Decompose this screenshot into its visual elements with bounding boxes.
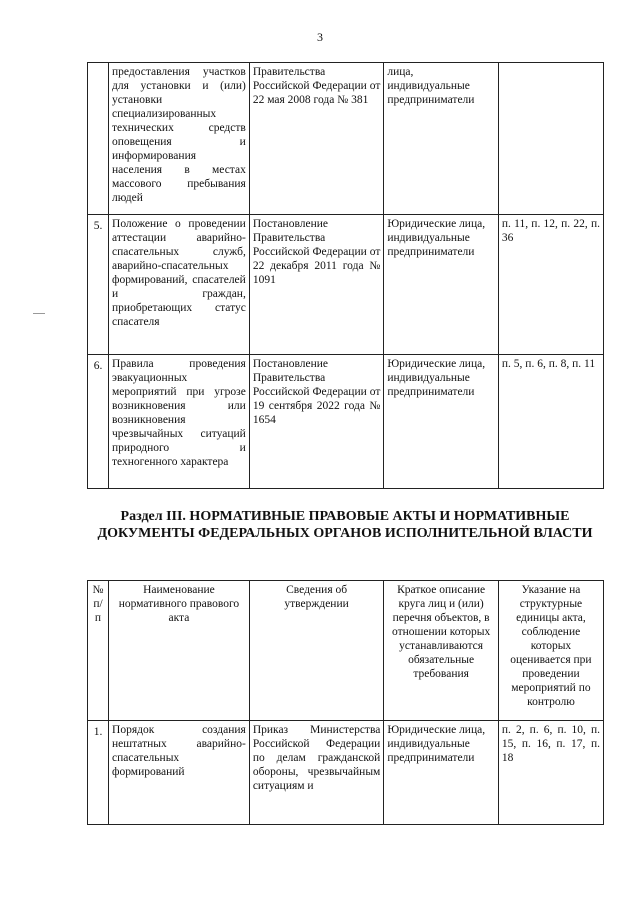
table-header-row: [88, 581, 604, 721]
table-row: [88, 63, 604, 215]
act-units: [498, 63, 603, 215]
header-units: Указание на структурные единицы акта, соблюдение которых оценивается при проведении мероприятий по контролю: [498, 581, 603, 721]
act-subjects: лица, индивидуальные предприниматели: [384, 63, 499, 215]
act-subjects: Юридические лица, индивидуальные предприниматели: [384, 721, 499, 825]
table-row: [88, 355, 604, 489]
row-number: 1.: [88, 721, 109, 825]
requirements-table-continued: [87, 62, 604, 489]
act-subjects: Юридические лица, индивидуальные предприниматели: [384, 355, 499, 489]
act-name: Правила проведения эвакуационных мероприятий при угрозе возникновения или возникновения чрезвычайных ситуаций природного и техногенного характера: [109, 355, 250, 489]
header-approval: Сведения об утверждении: [249, 581, 384, 721]
section-title: Раздел III. НОРМАТИВНЫЕ ПРАВОВЫЕ АКТЫ И НОРМАТИВНЫЕ ДОКУМЕНТЫ ФЕДЕРАЛЬНЫХ ОРГАНОВ ИСПОЛНИТЕЛЬНОЙ ВЛАСТИ: [97, 509, 593, 541]
header-number: № п/п: [88, 581, 109, 721]
act-approval: Приказ Министерства Российской Федерации по делам гражданской обороны, чрезвычайным ситуациям и: [249, 721, 384, 825]
act-units: п. 5, п. 6, п. 8, п. 11: [498, 355, 603, 489]
row-number: [88, 63, 109, 215]
table-row: [88, 215, 604, 355]
act-units: п. 11, п. 12, п. 22, п. 36: [498, 215, 603, 355]
act-name: Порядок создания нештатных аварийно-спасательных формирований: [109, 721, 250, 825]
act-approval: Правительства Российской Федерации от 22 мая 2008 года № 381: [249, 63, 384, 215]
header-subjects: Краткое описание круга лиц и (или) перечня объектов, в отношении которых устанавливаются обязательные требования: [384, 581, 499, 721]
act-approval: Постановление Правительства Российской Федерации от 19 сентября 2022 года № 1654: [249, 355, 384, 489]
requirements-table: [87, 580, 604, 825]
act-units: п. 2, п. 6, п. 10, п. 15, п. 16, п. 17, п. 18: [498, 721, 603, 825]
act-name: предоставления участков для установки и (или) установки специализированных технических средств оповещения и информирования населения в местах массового пребывания людей: [109, 63, 250, 215]
page-number: 3: [317, 30, 323, 44]
table-row: [88, 721, 604, 825]
act-approval: Постановление Правительства Российской Федерации от 22 декабря 2011 года № 1091: [249, 215, 384, 355]
row-number: 5.: [88, 215, 109, 355]
margin-mark: [33, 313, 45, 314]
act-subjects: Юридические лица, индивидуальные предприниматели: [384, 215, 499, 355]
act-name: Положение о проведении аттестации аварийно-спасательных служб, аварийно-спасательных формирований, спасателей и граждан, приобретающих статус спасателя: [109, 215, 250, 355]
header-name: Наименование нормативного правового акта: [109, 581, 250, 721]
row-number: 6.: [88, 355, 109, 489]
